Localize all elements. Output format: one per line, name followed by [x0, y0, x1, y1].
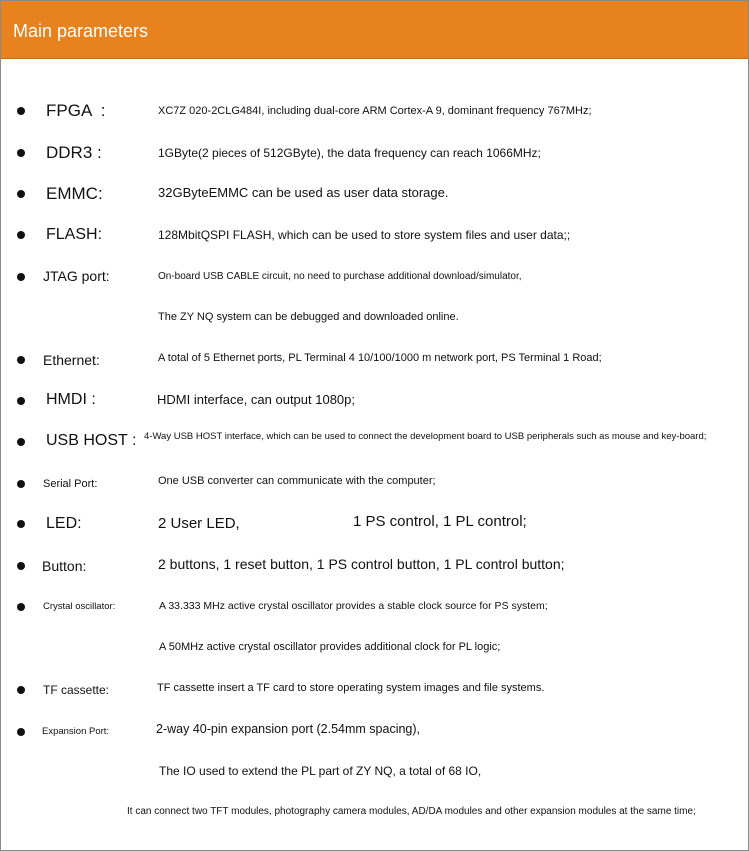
- param-value-hdmi: HDMI interface, can output 1080p;: [157, 392, 356, 407]
- param-label-expansion-port: Expansion Port:: [42, 726, 110, 737]
- param-row-serial-port: [1, 472, 748, 496]
- param-value-jtag: On-board USB CABLE circuit, no need to purchase additional download/simulator,: [158, 271, 522, 282]
- param-label-usb-host: USB HOST :: [46, 432, 137, 449]
- param-label-led: LED:: [46, 515, 82, 532]
- bullet-icon: [17, 107, 25, 115]
- param-value-led: 2 User LED,: [158, 515, 240, 532]
- bullet-icon: [17, 190, 25, 198]
- param-row-crystal-oscillator: [1, 596, 748, 620]
- param-label-flash: FLASH:: [46, 226, 103, 243]
- param-row-fpga: [1, 99, 748, 123]
- param-label-tf-cassette: TF cassette:: [43, 683, 110, 697]
- param-value-serial-port: One USB converter can communicate with the computer;: [158, 475, 436, 487]
- param-row-usb-host: [1, 429, 748, 453]
- param-value-crystal-oscillator: A 33.333 MHz active crystal oscillator provides a stable clock source for PS system;: [159, 600, 548, 612]
- bullet-icon: [17, 686, 25, 694]
- bullet-icon: [17, 728, 25, 736]
- param-row-button: [1, 554, 748, 578]
- param-value-flash: 128MbitQSPI FLASH, which can be used to store system files and user data;;: [158, 228, 571, 242]
- param-value-expansion-port-cont: The IO used to extend the PL part of ZY NQ, a total of 68 IO,: [159, 764, 482, 778]
- param-value-emmc: 32GByteEMMC can be used as user data storage.: [158, 185, 449, 200]
- param-value-ddr3: 1GByte(2 pieces of 512GByte), the data frequency can reach 1066MHz;: [158, 146, 541, 160]
- param-row-ddr3: [1, 141, 748, 165]
- bullet-icon: [17, 273, 25, 281]
- header-bar: [1, 1, 748, 59]
- param-row-hdmi: [1, 389, 748, 413]
- bullet-icon: [17, 480, 25, 488]
- param-row-tf-cassette: [1, 679, 748, 703]
- param-label-ethernet: Ethernet:: [43, 352, 100, 368]
- param-value-led-control: 1 PS control, 1 PL control;: [353, 513, 527, 530]
- param-label-button: Button:: [42, 558, 87, 574]
- param-label-crystal-oscillator: Crystal oscillator:: [43, 601, 116, 612]
- bullet-icon: [17, 231, 25, 239]
- param-value-expansion-port: 2-way 40-pin expansion port (2.54mm spacing),: [156, 722, 421, 736]
- bullet-icon: [17, 438, 25, 446]
- param-label-serial-port: Serial Port:: [43, 478, 98, 490]
- page-title: Main parameters: [13, 21, 149, 41]
- param-label-emmc: EMMC:: [46, 184, 103, 203]
- param-value-usb-host: 4-Way USB HOST interface, which can be used to connect the development board to USB peripherals such as mouse and key-board;: [144, 431, 707, 442]
- bullet-icon: [17, 562, 25, 570]
- param-row-jtag: [1, 265, 748, 289]
- bullet-icon: [17, 520, 25, 528]
- param-value-tf-cassette: TF cassette insert a TF card to store operating system images and file systems.: [157, 682, 545, 694]
- bullet-icon: [17, 149, 25, 157]
- param-value-expansion-port-cont2: It can connect two TFT modules, photography camera modules, AD/DA modules and other expansion modules at the same time;: [127, 806, 696, 817]
- param-row-flash: [1, 223, 748, 247]
- param-label-jtag: JTAG port:: [43, 268, 110, 284]
- param-row-expansion-port: [1, 720, 748, 744]
- bullet-icon: [17, 603, 25, 611]
- param-row-expansion-port-cont: [1, 762, 748, 786]
- param-value-fpga: XC7Z 020-2CLG484I, including dual-core ARM Cortex-A 9, dominant frequency 767MHz;: [158, 105, 592, 117]
- param-label-ddr3: DDR3 :: [46, 143, 102, 162]
- param-label-fpga: FPGA :: [46, 101, 106, 120]
- param-value-ethernet: A total of 5 Ethernet ports, PL Terminal 4 10/100/1000 m network port, PS Terminal 1 Road;: [158, 352, 602, 364]
- bullet-icon: [17, 397, 25, 405]
- param-row-crystal-oscillator-cont: [1, 637, 748, 661]
- param-row-jtag-cont: [1, 307, 748, 331]
- param-value-jtag-cont: The ZY NQ system can be debugged and downloaded online.: [158, 311, 459, 323]
- param-row-expansion-port-cont2: [1, 803, 748, 827]
- bullet-icon: [17, 356, 25, 364]
- param-row-emmc: [1, 182, 748, 206]
- param-label-hdmi: HMDI :: [46, 391, 96, 408]
- param-row-led: [1, 512, 748, 536]
- param-value-crystal-oscillator-cont: A 50MHz active crystal oscillator provides additional clock for PL logic;: [159, 641, 501, 653]
- param-value-button: 2 buttons, 1 reset button, 1 PS control button, 1 PL control button;: [158, 556, 565, 572]
- param-row-ethernet: [1, 348, 748, 372]
